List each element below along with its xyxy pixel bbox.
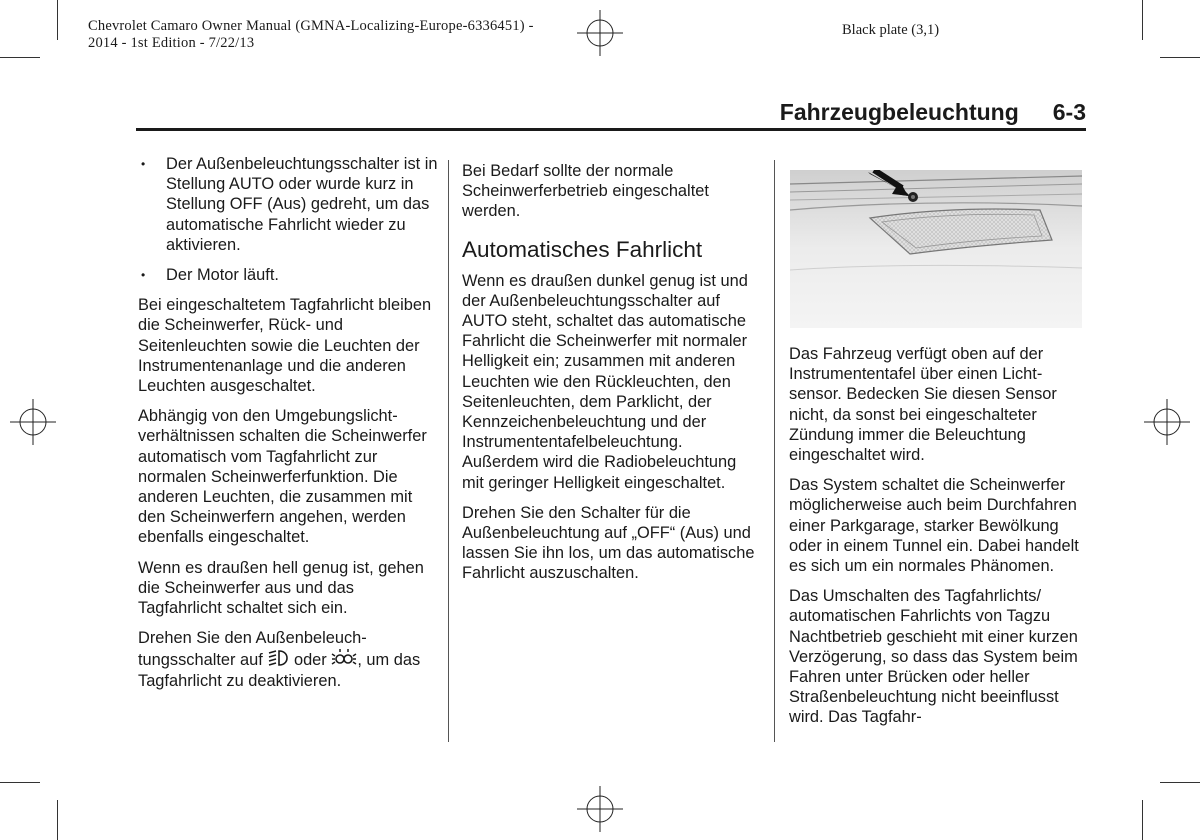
crop-mark-top-right-v: [1142, 0, 1143, 40]
section-heading: Automatisches Fahrlicht: [462, 236, 703, 262]
column-3: [789, 344, 1089, 738]
crop-mark-top-right-h: [1160, 57, 1200, 58]
chapter-title: Fahrzeugbeleuchtung: [779, 99, 1019, 125]
print-header: [88, 18, 534, 52]
paragraph: Das Umschalten des Tagfahrlichts/ automatischen Fahrlichts von Tagzu Nachtbetrieb geschieht mit einer kurzen Verzögerung, so dass das System beim Fahren unter Brücken oder heller Straßenbeleuchtung nicht beeinflusst wird. Das Tagfahr-: [789, 587, 1078, 727]
bullet-symbol: •: [141, 157, 146, 171]
crop-mark-top-left-v: [57, 0, 58, 40]
paragraph: Das System schaltet die Scheinwerfer möglicherweise auch beim Durchfahren einer Parkgarage, starker Bewölkung oder in einem Tunnel ein. Dabei handelt es sich um ein normales Phänomen.: [789, 476, 1079, 576]
light-sensor-illustration: [790, 170, 1082, 328]
paragraph: Wenn es draußen hell genug ist, gehen die Scheinwerfer aus und das Tagfahrlicht schaltet sich ein.: [138, 558, 424, 618]
crop-mark-bottom-left-v: [57, 800, 58, 840]
running-header: [780, 99, 1086, 126]
list-item: [138, 265, 438, 285]
paragraph-with-icons: Drehen Sie den Außenbeleuchtungsschalter auf oder , um das Tagfahrlicht zu deaktivieren.: [138, 629, 421, 690]
paragraph: Abhängig von den Umgebungslichtverhältnissen schalten die Scheinwerfer automatisch vom Tagfahrlicht zur normalen Scheinwerferfunktion. Die anderen Leuchten, die zusammen mit den Scheinwerfern angehen, werden ebenfalls eingeschaltet.: [138, 407, 427, 547]
paragraph: Drehen Sie den Schalter für die Außenbeleuchtung auf „OFF“ (Aus) und lassen Sie ihn los, um das automatische Fahrlicht auszuschalten.: [462, 503, 755, 583]
registration-mark-bottom: [575, 784, 625, 834]
paragraph: Bei eingeschaltetem Tagfahrlicht bleiben die Scheinwerfer, Rück- und Seitenleuchten sowie die Leuchten der Instrumentenanlage und die anderen Leuchten ausgeschaltet.: [138, 296, 432, 396]
registration-mark-top: [575, 8, 625, 58]
column-divider-2: [774, 160, 775, 742]
bullet-text: Der Außenbeleuchtungsschalter ist in Stellung AUTO oder wurde kurz in Stellung OFF (Aus) gedreht, um das automatische Fahrlicht wieder zu aktivieren.: [166, 155, 438, 254]
header-rule: [136, 128, 1086, 131]
print-header-line2: 2014 - 1st Edition - 7/22/13: [88, 35, 255, 51]
paragraph: Wenn es draußen dunkel genug ist und der Außenbeleuchtungsschalter auf AUTO steht, schaltet das automatische Fahrlicht die Scheinwerfer mit normaler Helligkeit ein; zusammen mit anderen Leuchten wie den Rückleuchten, den Seitenleuchten, dem Parklicht, der Kennzeichenbeleuchtung und der Instrumententafelbeleuchtung. Außerdem wird die Radiobeleuchtung mit geringer Helligkeit eingeschaltet.: [462, 271, 748, 492]
parking-lamp-icon: [331, 648, 357, 668]
column-1: [138, 154, 438, 701]
plate-label: Black plate (3,1): [842, 22, 940, 38]
column-2: [462, 161, 762, 594]
print-header-line1: Chevrolet Camaro Owner Manual (GMNA-Localizing-Europe-6336451) -: [88, 18, 534, 34]
registration-mark-right: [1142, 397, 1192, 447]
list-item: [138, 154, 438, 255]
crop-mark-bottom-left-h: [0, 782, 40, 783]
paragraph: Das Fahrzeug verfügt oben auf der Instrumententafel über einen Lichtsensor. Bedecken Sie diesen Sensor nicht, da sonst bei eingeschalteter Zündung immer die Beleuchtung eingeschaltet wird.: [789, 345, 1057, 465]
low-beam-headlamp-icon: [267, 648, 289, 668]
registration-mark-left: [8, 397, 58, 447]
crop-mark-bottom-right-h: [1160, 782, 1200, 783]
crop-mark-top-left-h: [0, 57, 40, 58]
page-number: 6-3: [1052, 99, 1086, 125]
column-divider-1: [448, 160, 449, 742]
bullet-symbol: •: [141, 268, 146, 283]
crop-mark-bottom-right-v: [1142, 800, 1143, 840]
bullet-text: Der Motor läuft.: [166, 266, 279, 285]
paragraph: Bei Bedarf sollte der normale Scheinwerferbetrieb eingeschaltet werden.: [462, 162, 709, 221]
